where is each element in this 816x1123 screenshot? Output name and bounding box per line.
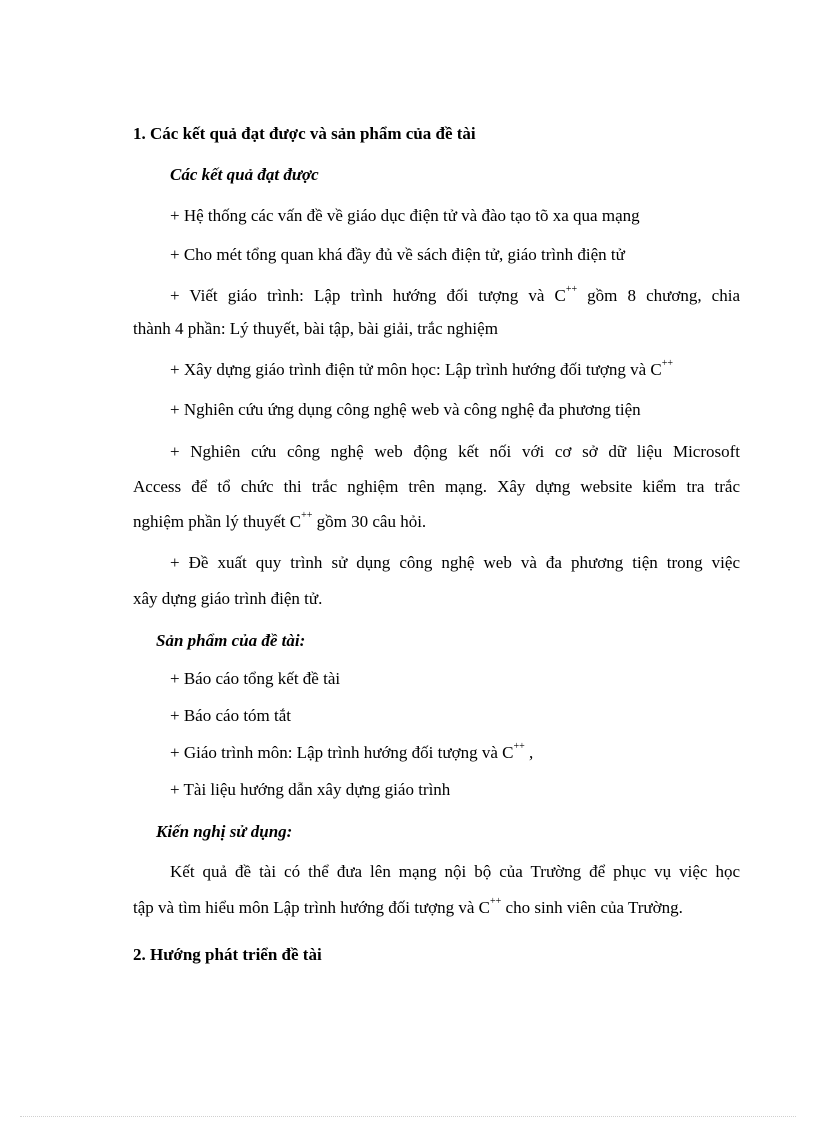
result-item-3-text-cont: gồm 8 chương, chia — [577, 286, 740, 305]
superscript: ++ — [301, 510, 313, 522]
superscript: ++ — [513, 741, 525, 753]
recommend-text: tập và tìm hiểu môn Lập trình hướng đối tượng và C — [133, 898, 490, 917]
result-item-2: + Cho mét tổng quan khá đầy đủ về sách điện tử, giáo trình điện tử — [170, 245, 625, 264]
product-item-1: + Báo cáo tổng kết đề tài — [170, 669, 341, 688]
recommend-line-1: Kết quả đề tài có thể đưa lên mạng nội bộ của Trường để phục vụ việc học — [170, 862, 740, 881]
result-item-3-line-1 — [170, 286, 740, 306]
superscript: ++ — [490, 896, 502, 908]
result-item-6-text-cont: gồm 30 câu hỏi. — [312, 512, 427, 531]
product-item-3 — [170, 743, 533, 763]
product-item-3-text-cont: , — [524, 743, 534, 762]
superscript: ++ — [565, 284, 578, 296]
result-item-6-text: nghiệm phần lý thuyết C — [133, 512, 302, 531]
recommend-heading: Kiến nghị sử dụng: — [156, 822, 293, 841]
results-heading: Các kết quả đạt được — [170, 165, 319, 184]
result-item-6-line-1: + Nghiên cứu công nghệ web động kết nối với cơ sở dữ liệu Microsoft — [170, 442, 740, 461]
result-item-6-line-2: Access để tổ chức thi trắc nghiệm trên mạng. Xây dựng website kiểm tra trắc — [133, 477, 740, 496]
result-item-4 — [170, 360, 673, 380]
result-item-5: + Nghiên cứu ứng dụng công nghệ web và công nghệ đa phương tiện — [170, 400, 641, 419]
product-item-4: + Tài liệu hướng dẫn xây dựng giáo trình — [170, 780, 451, 799]
result-item-7-line-2: xây dựng giáo trình điện tử. — [133, 589, 323, 608]
page-bottom-rule — [20, 1116, 796, 1117]
result-item-7-line-1: + Đề xuất quy trình sử dụng công nghệ web và đa phương tiện trong việc — [170, 553, 740, 572]
result-item-6-line-3 — [133, 512, 426, 532]
recommend-text-cont: cho sinh viên của Trường. — [501, 898, 683, 917]
result-item-4-text: + Xây dựng giáo trình điện tử môn học: Lập trình hướng đối tượng và C — [170, 360, 662, 379]
superscript: ++ — [661, 358, 674, 370]
result-item-3-text: + Viết giáo trình: Lập trình hướng đối tượng và C — [170, 286, 566, 305]
result-item-1: + Hệ thống các vấn đề về giáo dục điện tử và đào tạo tõ xa qua mạng — [170, 206, 640, 225]
recommend-line-2 — [133, 898, 683, 918]
products-heading: Sản phẩm của đề tài: — [156, 631, 306, 650]
product-item-3-text: + Giáo trình môn: Lập trình hướng đối tượng và C — [170, 743, 514, 762]
result-item-3-line-2: thành 4 phần: Lý thuyết, bài tập, bài giải, trắc nghiệm — [133, 319, 498, 338]
product-item-2: + Báo cáo tóm tắt — [170, 706, 292, 725]
section-2-heading: 2. Hướng phát triển đề tài — [133, 945, 322, 964]
section-1-heading: 1. Các kết quả đạt được và sản phẩm của đề tài — [133, 124, 476, 143]
